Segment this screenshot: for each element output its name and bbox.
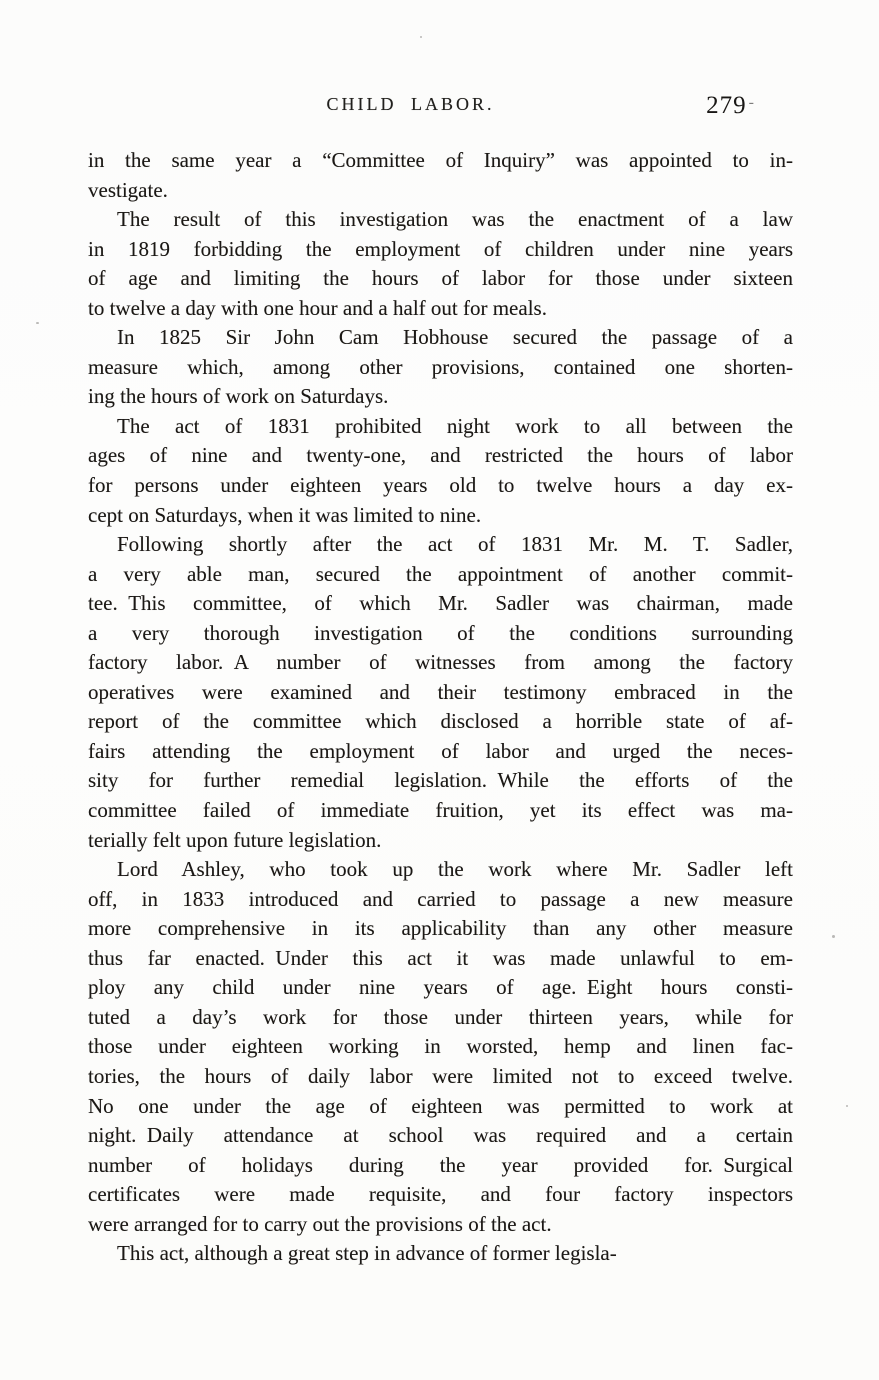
text-line: ploy any child under nine years of age. Eight hours consti- — [88, 975, 793, 1000]
text-line: report of the committee which disclosed a horrible state of af- — [88, 709, 793, 734]
text-line: measure which, among other provisions, contained one shorten- — [88, 354, 793, 379]
page-number-value: 279 — [706, 92, 747, 119]
text-line: operatives were examined and their testimony embraced in the — [88, 679, 793, 704]
text-line: in the same year a “Committee of Inquiry” was appointed to in- — [88, 148, 793, 172]
text-line: terially felt upon future legislation. — [88, 827, 382, 852]
text-line: committee failed of immediate fruition, yet its effect was ma- — [88, 798, 793, 823]
scan-speck — [846, 1105, 848, 1107]
text-line: those under eighteen working in worsted, hemp and linen fac- — [88, 1034, 793, 1059]
text-line: more comprehensive in its applicability than any other measure — [88, 916, 793, 941]
text-line: The act of 1831 prohibited night work to all between the — [117, 413, 793, 438]
text-line: No one under the age of eighteen was permitted to work at — [88, 1093, 793, 1118]
paragraph — [88, 412, 793, 530]
running-head-title: CHILD LABOR. — [326, 94, 495, 114]
text-line: thus far enacted. Under this act it was made unlawful to em- — [88, 945, 793, 970]
body-text — [88, 146, 793, 1269]
text-line: were arranged for to carry out the provisions of the act. — [88, 1211, 552, 1236]
text-line: In 1825 Sir John Cam Hobhouse secured the passage of a — [117, 325, 793, 350]
text-line: certificates were made requisite, and four factory inspectors — [88, 1182, 793, 1207]
paragraph — [88, 1239, 793, 1269]
paragraph — [88, 530, 793, 855]
text-line: night. Daily attendance at school was required and a certain — [88, 1123, 793, 1148]
text-line: factory labor. A number of witnesses from among the factory — [88, 650, 793, 675]
text-line: fairs attending the employment of labor and urged the neces- — [88, 738, 793, 763]
scan-artifact-dash: - — [748, 94, 755, 111]
page-header — [88, 92, 793, 128]
text-line: ing the hours of work on Saturdays. — [88, 384, 389, 409]
text-line: The result of this investigation was the enactment of a law — [117, 207, 793, 232]
text-line: for persons under eighteen years old to twelve hours a day ex- — [88, 473, 793, 498]
text-line: Lord Ashley, who took up the work where Mr. Sadler left — [117, 857, 793, 882]
paragraph — [88, 146, 793, 205]
text-line: of age and limiting the hours of labor for those under sixteen — [88, 266, 793, 291]
text-line: tuted a day’s work for those under thirteen years, while for — [88, 1004, 793, 1029]
text-line: cept on Saturdays, when it was limited to nine. — [88, 502, 482, 527]
paragraph — [88, 855, 793, 1239]
text-line: This act, although a great step in advance of former legisla- — [117, 1241, 617, 1266]
paragraph — [88, 323, 793, 412]
scan-speck — [420, 36, 422, 38]
text-line: tee. This committee, of which Mr. Sadler was chairman, made — [88, 591, 793, 616]
text-line: Following shortly after the act of 1831 Mr. M. T. Sadler, — [117, 532, 793, 557]
text-line: off, in 1833 introduced and carried to passage a new measure — [88, 886, 793, 911]
text-line: to twelve a day with one hour and a half out for meals. — [88, 295, 547, 320]
text-line: a very thorough investigation of the conditions surrounding — [88, 620, 793, 645]
text-line: vestigate. — [88, 177, 168, 202]
text-line: number of holidays during the year provided for. Surgical — [88, 1152, 793, 1177]
text-line: sity for further remedial legislation. While the efforts of the — [88, 768, 793, 793]
text-line: in 1819 forbidding the employment of children under nine years — [88, 236, 793, 261]
page-number — [706, 92, 753, 120]
paragraph — [88, 205, 793, 323]
text-line: tories, the hours of daily labor were limited not to exceed twelve. — [88, 1063, 793, 1088]
scan-speck — [36, 322, 39, 324]
scan-speck — [832, 935, 835, 938]
text-line: ages of nine and twenty-one, and restricted the hours of labor — [88, 443, 793, 468]
text-line: a very able man, secured the appointment of another commit- — [88, 561, 793, 586]
